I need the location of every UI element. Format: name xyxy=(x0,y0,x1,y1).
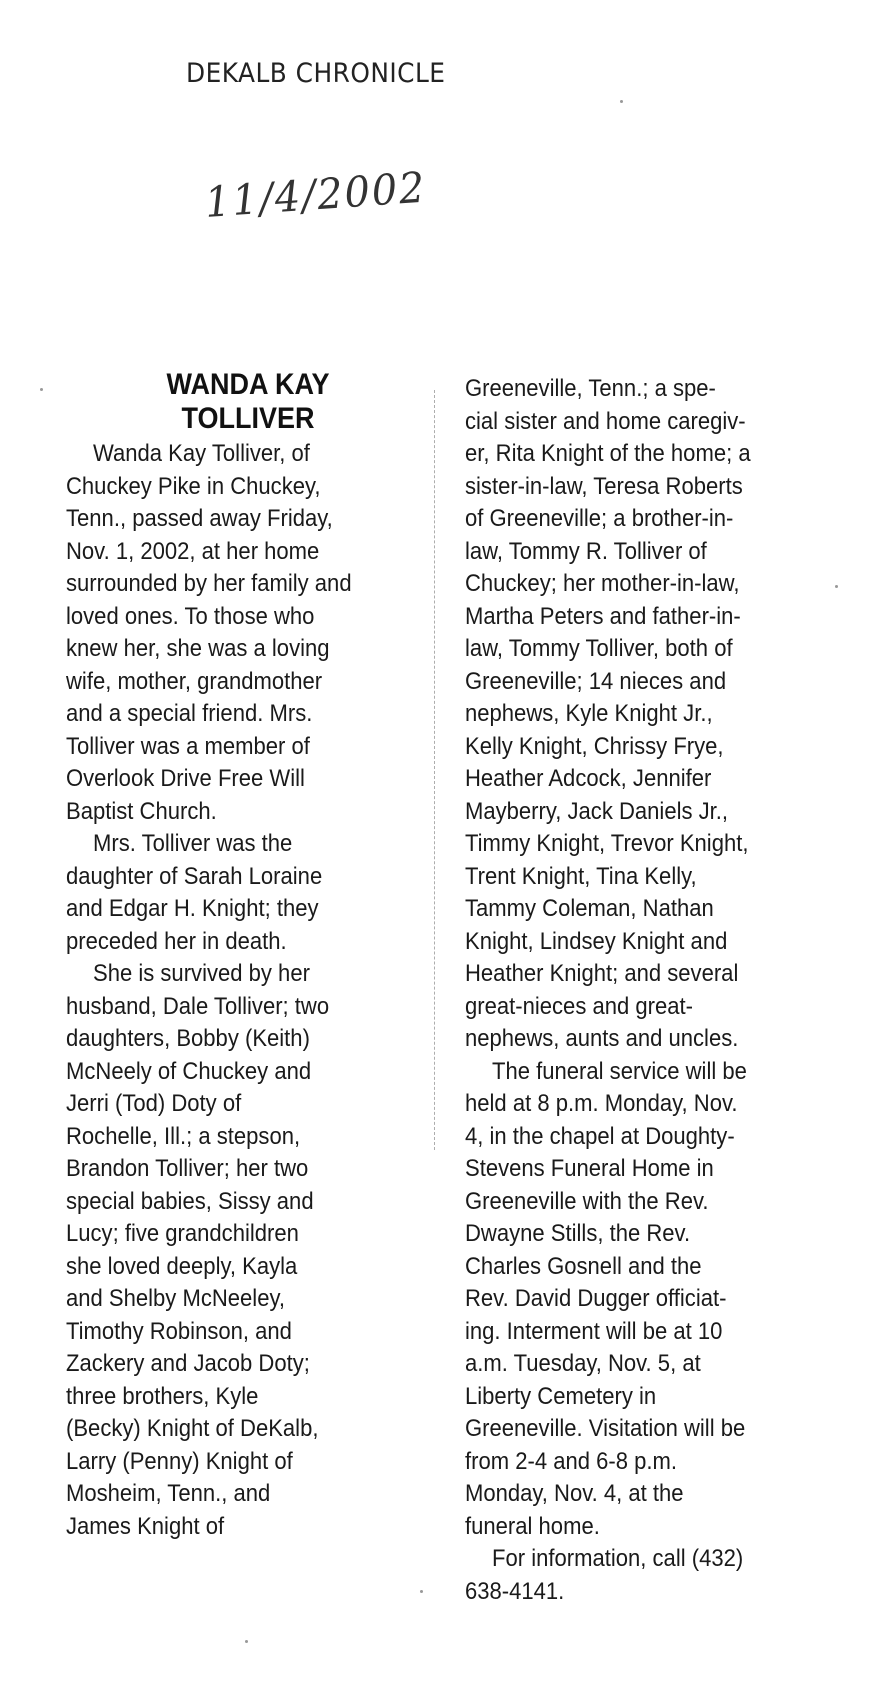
body-text-line: Tammy Coleman, Nathan xyxy=(465,895,714,922)
body-text-line: Rev. David Dugger officiat- xyxy=(465,1285,727,1312)
body-text-line: Rochelle, Ill.; a stepson, xyxy=(66,1122,301,1150)
body-text-line: and Edgar H. Knight; they xyxy=(66,895,319,922)
body-text-line: loved ones. To those who xyxy=(66,602,315,630)
body-text-line: knew her, she was a loving xyxy=(66,635,330,662)
body-text-line: Monday, Nov. 4, at the xyxy=(465,1480,684,1507)
body-text-line: Timmy Knight, Trevor Knight, xyxy=(465,830,749,857)
body-text-line: held at 8 p.m. Monday, Nov. xyxy=(465,1090,738,1117)
body-text-line: 638-4141. xyxy=(465,1577,565,1605)
body-text-line: Zackery and Jacob Doty; xyxy=(66,1350,310,1377)
body-text-line: Greeneville with the Rev. xyxy=(465,1187,709,1215)
body-text-line: great-nieces and great- xyxy=(465,992,693,1020)
body-text-line: Timothy Robinson, and xyxy=(66,1317,292,1345)
body-text-line: funeral home. xyxy=(465,1512,600,1540)
body-text-line: Tolliver was a member of xyxy=(66,732,310,760)
body-text-line: a.m. Tuesday, Nov. 5, at xyxy=(465,1350,701,1377)
body-text-line: daughter of Sarah Loraine xyxy=(66,862,323,890)
body-text-line: Mrs. Tolliver was the xyxy=(93,830,293,857)
body-text-line: preceded her in death. xyxy=(66,927,287,955)
newspaper-masthead-stamp: DEKALB CHRONICLE xyxy=(186,58,446,89)
left-column xyxy=(66,438,352,1543)
body-text-line: Heather Knight; and several xyxy=(465,960,739,987)
body-text-line: Kelly Knight, Chrissy Frye, xyxy=(465,732,724,760)
body-text-line: Heather Adcock, Jennifer xyxy=(465,765,712,792)
body-text-line: (Becky) Knight of DeKalb, xyxy=(66,1415,319,1442)
body-text-line: Greeneville. Visitation will be xyxy=(465,1415,746,1442)
body-text-line: For information, call (432) xyxy=(492,1545,744,1572)
obituary-title xyxy=(84,368,412,436)
body-text-line: Mayberry, Jack Daniels Jr., xyxy=(465,797,729,825)
body-text-line: Stevens Funeral Home in xyxy=(465,1155,714,1182)
body-text-line: Jerri (Tod) Doty of xyxy=(66,1090,242,1117)
scan-speck xyxy=(420,1590,423,1593)
body-text-line: of Greeneville; a brother-in- xyxy=(465,505,734,532)
scan-speck xyxy=(620,100,623,103)
title-line: WANDA KAY xyxy=(166,368,330,401)
scan-speck xyxy=(835,585,838,588)
body-text-line: She is survived by her xyxy=(93,960,310,987)
column-divider xyxy=(434,390,435,1150)
body-text-line: Lucy; five grandchildren xyxy=(66,1220,299,1247)
body-text-line: Overlook Drive Free Will xyxy=(66,765,305,792)
body-text-line: nephews, aunts and uncles. xyxy=(465,1025,739,1052)
body-text-line: sister-in-law, Teresa Roberts xyxy=(465,472,743,500)
body-text-line: Knight, Lindsey Knight and xyxy=(465,927,728,955)
body-text-line: husband, Dale Tolliver; two xyxy=(66,992,330,1020)
body-text-line: Larry (Penny) Knight of xyxy=(66,1447,293,1475)
body-text-line: James Knight of xyxy=(66,1512,225,1540)
body-text-line: nephews, Kyle Knight Jr., xyxy=(465,700,713,727)
body-text-line: Charles Gosnell and the xyxy=(465,1252,702,1280)
right-column xyxy=(465,373,751,1608)
body-text-line: and Shelby McNeeley, xyxy=(66,1285,285,1312)
body-text-line: Chuckey Pike in Chuckey, xyxy=(66,472,321,500)
title-line: TOLLIVER xyxy=(181,402,315,435)
body-text-line: ing. Interment will be at 10 xyxy=(465,1317,723,1345)
body-text-line: Martha Peters and father-in- xyxy=(465,602,741,630)
body-text-line: Nov. 1, 2002, at her home xyxy=(66,537,320,565)
body-text-line: Chuckey; her mother-in-law, xyxy=(465,570,740,597)
body-text-line: Wanda Kay Tolliver, of xyxy=(93,440,310,467)
body-text-line: surrounded by her family and xyxy=(66,570,352,597)
body-text-line: law, Tommy R. Tolliver of xyxy=(465,537,707,565)
body-text-line: Mosheim, Tenn., and xyxy=(66,1480,271,1507)
body-text-line: she loved deeply, Kayla xyxy=(66,1252,298,1280)
body-text-line: three brothers, Kyle xyxy=(66,1382,259,1410)
scan-speck xyxy=(40,388,43,391)
body-text-line: wife, mother, grandmother xyxy=(66,667,323,695)
body-text-line: law, Tommy Tolliver, both of xyxy=(465,635,733,662)
body-text-line: 4, in the chapel at Doughty- xyxy=(465,1122,735,1150)
handwritten-date: 11/4/2002 xyxy=(203,162,428,227)
body-text-line: cial sister and home caregiv- xyxy=(465,407,746,435)
body-text-line: McNeely of Chuckey and xyxy=(66,1057,312,1085)
body-text-line: Brandon Tolliver; her two xyxy=(66,1155,309,1182)
body-text-line: daughters, Bobby (Keith) xyxy=(66,1025,310,1052)
body-text-line: Tenn., passed away Friday, xyxy=(66,505,333,532)
body-text-line: Greeneville, Tenn.; a spe- xyxy=(465,375,716,402)
scan-speck xyxy=(245,1640,248,1643)
body-text-line: and a special friend. Mrs. xyxy=(66,700,313,727)
body-text-line: Baptist Church. xyxy=(66,797,217,825)
body-text-line: Dwayne Stills, the Rev. xyxy=(465,1220,691,1247)
body-text-line: er, Rita Knight of the home; a xyxy=(465,440,751,467)
body-text-line: Liberty Cemetery in xyxy=(465,1382,657,1410)
body-text-line: Greeneville; 14 nieces and xyxy=(465,667,727,695)
body-text-line: The funeral service will be xyxy=(492,1057,747,1085)
body-text-line: special babies, Sissy and xyxy=(66,1187,314,1215)
body-text-line: from 2-4 and 6-8 p.m. xyxy=(465,1447,678,1475)
body-text-line: Trent Knight, Tina Kelly, xyxy=(465,862,697,890)
